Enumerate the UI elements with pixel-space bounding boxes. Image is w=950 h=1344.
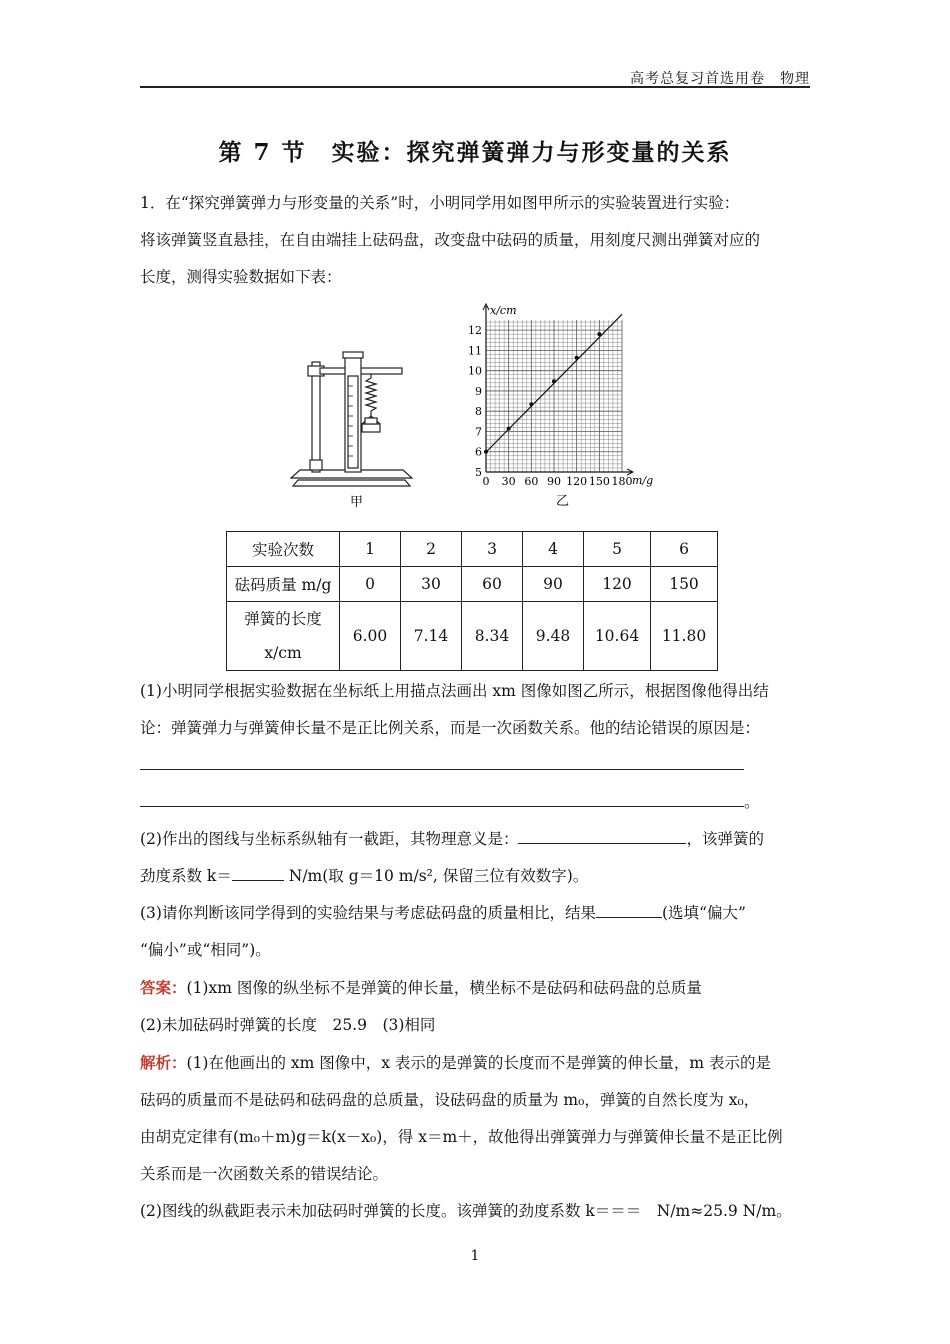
data-point	[575, 356, 579, 360]
y-tick-label: 7	[475, 425, 482, 439]
intro-line-3: 长度，测得实验数据如下表：	[140, 268, 342, 286]
analysis-line-1: (1)在他画出的 xm 图像中，x 表示的是弹簧的长度而不是弹簧的伸长量，m 表示的是	[186, 1054, 772, 1072]
x-tick-label: 150	[588, 475, 610, 488]
q1-answer-blank-1[interactable]	[140, 751, 744, 770]
x-tick-label: 90	[547, 475, 561, 488]
table-cell: 0	[340, 567, 401, 602]
table-cell: 4	[523, 532, 584, 567]
q2-text-d: N/m(取 g＝10 m/s², 保留三位有效数字)。	[283, 867, 589, 885]
graph-caption: 乙	[556, 494, 570, 509]
answer-label: 答案：	[140, 978, 187, 997]
x-tick-label: 0	[482, 475, 490, 488]
table-cell: 2	[401, 532, 462, 567]
y-tick-label: 11	[468, 344, 482, 358]
analysis-line-5: (2)图线的纵截距表示未加砝码时弹簧的长度。该弹簧的劲度系数 k＝＝＝ N/m≈25.9 N/m。	[140, 1202, 792, 1220]
intro-line-1: 1．在“探究弹簧弹力与形变量的关系”时，小明同学用如图甲所示的实验装置进行实验：	[140, 194, 740, 212]
x-tick-label: 120	[566, 475, 588, 488]
problem-intro	[140, 185, 810, 296]
x-tick-label: 30	[501, 475, 516, 488]
q3-line-2: “偏小”或“相同”)。	[140, 941, 271, 959]
q3-text-b: (选填“偏大”	[661, 904, 746, 922]
graph-axes	[483, 304, 633, 475]
x-tick-labels	[483, 475, 633, 488]
answer-line-1: (1)xm 图像的纵坐标不是弹簧的伸长量，横坐标不是砝码和砝码盘的总质量	[186, 979, 702, 997]
q1-line-1: (1)小明同学根据实验数据在坐标纸上用描点法画出 xm 图像如图乙所示，根据图像他得出结	[140, 682, 769, 700]
apparatus-figure	[290, 350, 415, 510]
table-cell: 60	[462, 567, 523, 602]
row-label-line-2: x/cm	[264, 644, 302, 662]
analysis-line-4: 关系而是一次函数关系的错误结论。	[140, 1165, 389, 1183]
data-point	[552, 379, 556, 383]
q2-answer-blank-1[interactable]	[518, 825, 686, 844]
table-cell: 5	[584, 532, 651, 567]
graph-grid	[486, 320, 622, 472]
table-cell: 30	[401, 567, 462, 602]
q3-answer-blank[interactable]	[596, 899, 662, 918]
data-point	[484, 450, 488, 454]
analysis-line-3: 由胡克定律有(m₀＋m)g＝k(x－x₀)，得 x＝m＋，故他得出弹簧弹力与弹簧伸长量不是正比例	[140, 1128, 783, 1146]
table-cell: 3	[462, 532, 523, 567]
header-title: 高考总复习首选用卷 物理	[630, 71, 810, 87]
q1-answer-blank-2[interactable]	[140, 788, 744, 807]
x-tick-label: 60	[524, 475, 539, 488]
table-cell: 120	[584, 567, 651, 602]
q2-text-c: 劲度系数 k＝	[140, 867, 232, 885]
questions	[140, 673, 810, 1230]
analysis-line-2: 砝码的质量而不是砝码和砝码盘的总质量，设砝码盘的质量为 m₀，弹簧的自然长度为 x₀，	[140, 1091, 760, 1109]
graph-ylabel: x/cm	[490, 304, 517, 317]
data-point	[597, 332, 601, 336]
table-row	[227, 567, 718, 602]
answer-line-2: (2)未加砝码时弹簧的长度 25.9 (3)相同	[140, 1016, 436, 1034]
table-cell	[227, 602, 340, 671]
y-tick-label: 12	[468, 324, 482, 338]
table-row	[227, 532, 718, 567]
data-point	[529, 402, 533, 406]
data-point	[507, 427, 511, 431]
table-cell: 6	[651, 532, 718, 567]
q1-end: 。	[744, 793, 760, 811]
intro-line-2: 将该弹簧竖直悬挂，在自由端挂上砝码盘，改变盘中砝码的质量，用刻度尺测出弹簧对应的	[140, 231, 761, 249]
y-tick-label: 6	[475, 445, 482, 459]
table-cell: 9.48	[523, 602, 584, 671]
table-cell: 7.14	[401, 602, 462, 671]
table-cell: 150	[651, 567, 718, 602]
table-cell: 90	[523, 567, 584, 602]
graph-figure	[462, 300, 662, 510]
analysis-label: 解析：	[140, 1053, 187, 1072]
y-tick-label: 5	[475, 466, 482, 479]
section-title: 第 7 节 实验：探究弹簧弹力与形变量的关系	[218, 139, 732, 166]
y-tick-label: 9	[475, 384, 482, 398]
q2-answer-blank-2[interactable]	[232, 862, 284, 881]
table-cell: 10.64	[584, 602, 651, 671]
page-number: 1	[470, 1248, 480, 1264]
data-table	[226, 531, 718, 671]
q2-text-a: (2)作出的图线与坐标系纵轴有一截距，其物理意义是：	[140, 830, 519, 848]
y-tick-label: 8	[475, 405, 482, 419]
q2-text-b: ，该弹簧的	[686, 830, 764, 848]
x-tick-label: 180	[611, 475, 633, 488]
q3-text-a: (3)请你判断该同学得到的实验结果与考虑砝码盘的质量相比，结果	[140, 904, 596, 922]
table-cell: 1	[340, 532, 401, 567]
q1-line-2: 论：弹簧弹力与弹簧伸长量不是正比例关系，而是一次函数关系。他的结论错误的原因是：	[140, 719, 761, 737]
table-cell: 砝码质量 m/g	[227, 567, 340, 602]
apparatus-caption: 甲	[350, 495, 364, 510]
table-cell: 11.80	[651, 602, 718, 671]
table-cell: 实验次数	[227, 532, 340, 567]
table-cell: 6.00	[340, 602, 401, 671]
graph-xlabel: m/g	[632, 474, 654, 487]
table-row	[227, 602, 718, 671]
row-label-line-1: 弹簧的长度	[244, 610, 322, 628]
header-rule	[140, 86, 810, 88]
y-tick-labels	[468, 324, 482, 479]
table-cell: 8.34	[462, 602, 523, 671]
y-tick-label: 10	[468, 364, 482, 378]
